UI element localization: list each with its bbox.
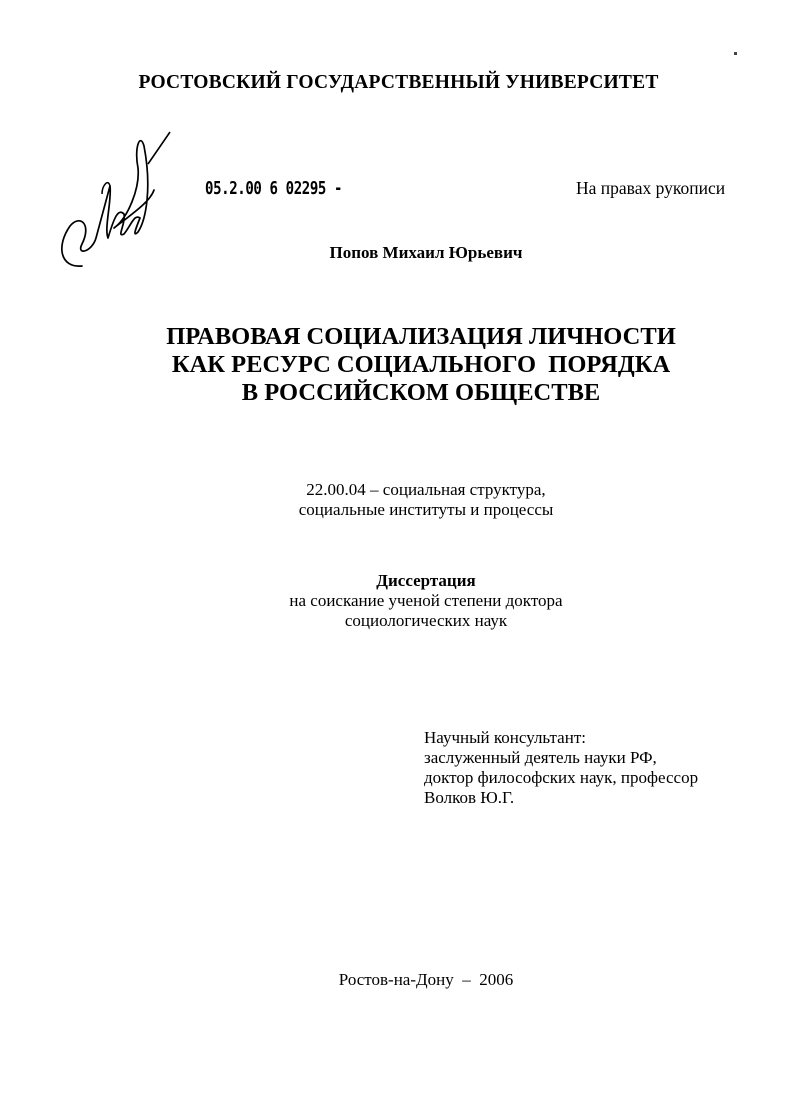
specialty <box>0 480 797 520</box>
advisor-line: заслуженный деятель науки РФ, <box>424 748 657 767</box>
degree-line: социологических наук <box>344 611 508 630</box>
dissertation-title <box>0 323 797 407</box>
advisor-line: доктор философских наук, профессор <box>424 768 699 787</box>
title-line: КАК РЕСУРС СОЦИАЛЬНОГО ПОРЯДКА <box>171 351 671 378</box>
specialty-line: социальные институты и процессы <box>298 500 554 519</box>
advisor-line: Научный консультант: <box>424 728 586 747</box>
city-year: Ростов-на-Дону – 2006 <box>338 970 514 989</box>
title-line: В РОССИЙСКОМ ОБЩЕСТВЕ <box>241 379 601 406</box>
title-line: ПРАВОВАЯ СОЦИАЛИЗАЦИЯ ЛИЧНОСТИ <box>166 323 676 350</box>
scientific-advisor <box>424 728 698 808</box>
advisor-line: Волков Ю.Г. <box>424 788 515 807</box>
registry-stamp: 05.2.00 6 02295 - <box>205 178 343 199</box>
author-name: Попов Михаил Юрьевич <box>329 243 523 262</box>
degree-line: на соискание ученой степени доктора <box>289 591 563 610</box>
degree-block <box>0 571 797 631</box>
specialty-line: 22.00.04 – социальная структура, <box>306 480 546 499</box>
scan-speck <box>734 52 737 55</box>
degree-heading: Диссертация <box>376 571 476 590</box>
rights-note: На правах рукописи <box>576 178 726 198</box>
university-name: РОСТОВСКИЙ ГОСУДАРСТВЕННЫЙ УНИВЕРСИТЕТ <box>138 72 659 93</box>
